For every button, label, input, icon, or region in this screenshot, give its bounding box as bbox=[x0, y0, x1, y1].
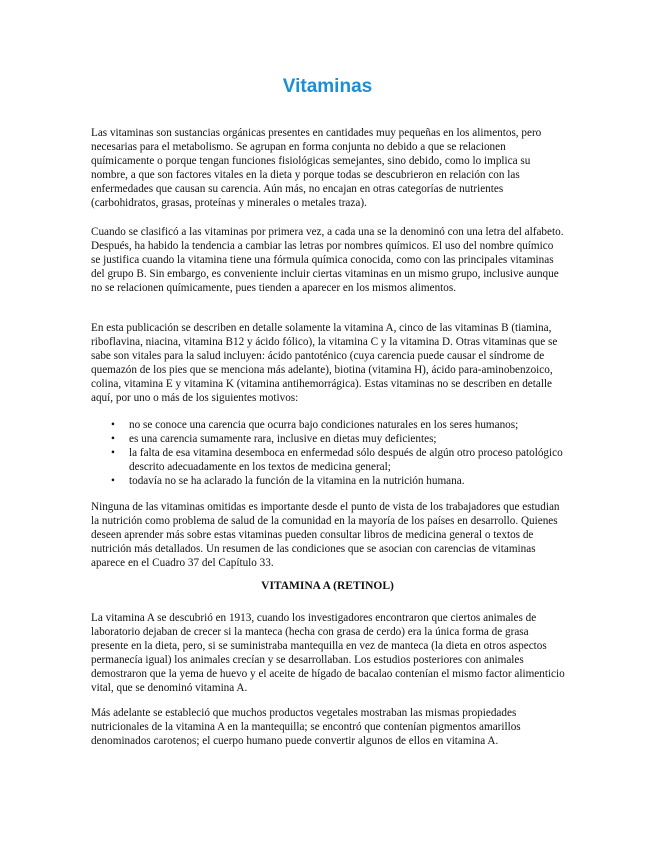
paragraph-intro: Las vitaminas son sustancias orgánicas presentes en cantidades muy pequeñas en los alimentos, pero necesarias para el metabolismo. Se agrupan en forma conjunta no debido a que se relacionen químicamente o porque tengan funciones fisiológicas semejantes, sino debido, como lo implica su nombre, a que son factores vitales en la dieta y porque todas se descubrieron en relación con las enfermedades que causan su carencia. Aún más, no encajan en otras categorías de nutrientes (carbohidratos, grasas, proteínas y minerales o metales traza). bbox=[91, 127, 542, 210]
list-item bbox=[91, 446, 565, 474]
page-title: Vitaminas bbox=[282, 76, 373, 97]
paragraph-carotenes: Más adelante se estableció que muchos productos vegetales mostraban las mismas propiedades nutricionales de la vitamina A en la mantequilla; se encontró que contenían pigmentos amarillos denominados carotenos; el cuerpo humano puede convertir algunos de ellos en vitamina A. bbox=[91, 707, 521, 748]
paragraph-vitamin-a-discovery: La vitamina A se descubrió en 1913, cuando los investigadores encontraron que ciertos animales de laboratorio dejaban de crecer si la manteca (hecha con grasa de cerdo) era la única forma de grasa presente en la dieta, pero, si se suministraba mantequilla en vez de manteca (la dieta en otros aspectos permanecía igual) los animales crecían y se desarrollaban. Los estudios posteriores con animales demostraron que la yema de huevo y el aceite de hígado de bacalao contenían el mismo factor alimenticio vital, que se denominó vitamina A. bbox=[91, 612, 565, 695]
paragraph-classification: Cuando se clasificó a las vitaminas por primera vez, a cada una se la denominó con una letra del alfabeto. Después, ha habido la tendencia a cambiar las letras por nombres químicos. El uso del nombre químico se justifica cuando la vitamina tiene una fórmula química conocida, como con las principales vitaminas del grupo B. Sin embargo, es conveniente incluir ciertas vitaminas en un mismo grupo, inclusive aunque no se relacionen químicamente, pues tienden a aparecer en los mismos alimentos. bbox=[91, 226, 564, 295]
bullet-icon: • bbox=[111, 433, 115, 446]
list-item-text: la falta de esa vitamina desemboca en enfermedad sólo después de algún otro proceso patológico descrito adecuadamente en los textos de medicina general; bbox=[129, 447, 563, 474]
list-item-text: todavía no se ha aclarado la función de la vitamina en la nutrición humana. bbox=[129, 475, 465, 488]
section-heading: VITAMINA A (RETINOL) bbox=[261, 580, 394, 592]
bullet-icon: • bbox=[111, 419, 115, 431]
list-item bbox=[91, 418, 565, 432]
bullet-icon: • bbox=[111, 475, 115, 488]
paragraph-omitted-vitamins: Ninguna de las vitaminas omitidas es importante desde el punto de vista de los trabajadores que estudian la nutrición como problema de salud de la comunidad en la mayoría de los países en desarrollo. Quienes deseen aprender más sobre estas vitaminas pueden consultar libros de medicina general o textos de nutrición más detallados. Un resumen de las condiciones que se asocian con carencias de vitaminas aparece en el Cuadro 37 del Capítulo 33. bbox=[91, 501, 560, 570]
reasons-list bbox=[91, 418, 565, 488]
list-item bbox=[91, 432, 565, 446]
list-item-text: es una carencia sumamente rara, inclusive en dietas muy deficientes; bbox=[129, 433, 437, 446]
list-item bbox=[91, 474, 565, 488]
bullet-icon: • bbox=[111, 447, 115, 460]
list-item-text: no se conoce una carencia que ocurra bajo condiciones naturales en los seres humanos; bbox=[129, 419, 519, 431]
paragraph-scope: En esta publicación se describen en detalle solamente la vitamina A, cinco de las vitaminas B (tiamina, riboflavina, niacina, vitamina B12 y ácido fólico), la vitamina C y la vitamina D. Otras vitaminas que se sabe son vitales para la salud incluyen: ácido pantoténico (cuya carencia puede causar el síndrome de quemazón de los pies que se menciona más adelante), biotina (vitamina H), ácido para-aminobenzoico, colina, vitamina E y vitamina K (vitamina antihemorrágica). Estas vitaminas no se describen en detalle aquí, por uno o más de los siguientes motivos: bbox=[91, 322, 558, 405]
